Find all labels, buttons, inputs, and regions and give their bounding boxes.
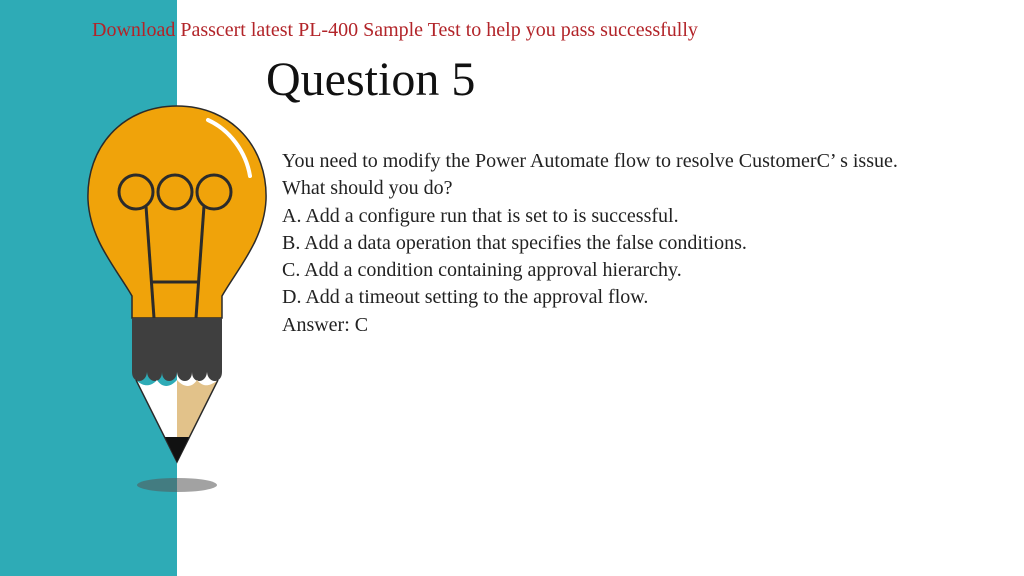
- lightbulb-pencil-icon: [80, 100, 280, 500]
- slide-title: Question 5: [266, 53, 476, 106]
- option-a: A. Add a configure run that is set to is successful.: [282, 204, 679, 227]
- question-ask: What should you do?: [282, 177, 453, 200]
- question-body: [282, 148, 898, 339]
- option-b: B. Add a data operation that specifies the false conditions.: [282, 231, 747, 254]
- answer-line: Answer: C: [282, 313, 369, 336]
- question-prompt: You need to modify the Power Automate flow to resolve CustomerC’ s issue.: [282, 150, 898, 172]
- promo-banner-text: Download Passcert latest PL-400 Sample Test to help you pass successfully: [92, 19, 698, 41]
- option-c: C. Add a condition containing approval hierarchy.: [282, 259, 682, 282]
- option-d: D. Add a timeout setting to the approval flow.: [282, 286, 649, 309]
